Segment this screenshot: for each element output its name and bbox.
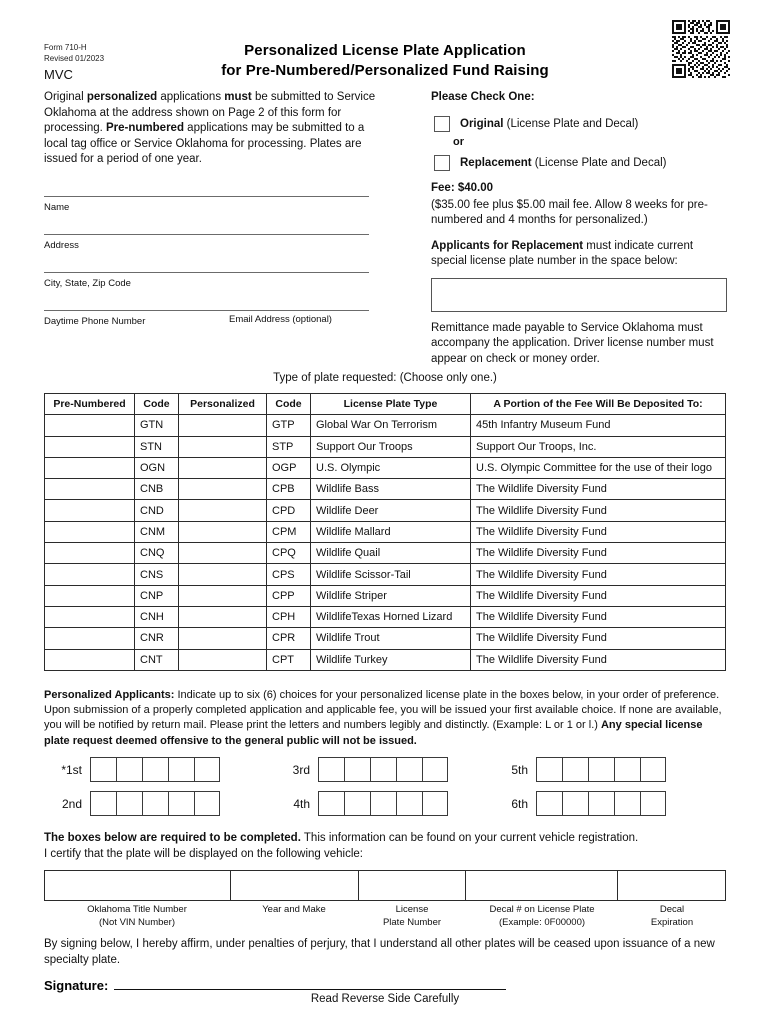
vehicle-decal-number-label-1: Decal # on License Plate — [489, 904, 595, 915]
cell-code-2: CPH — [267, 606, 311, 627]
replacement-instruction: Applicants for Replacement must indicate current special license plate number in the space below: — [431, 239, 694, 267]
or-separator: or — [453, 136, 464, 148]
cell-code-2: CPP — [267, 585, 311, 606]
choice-cell[interactable] — [168, 757, 194, 782]
choice-cell[interactable] — [536, 791, 562, 816]
col-pre-numbered: Pre-Numbered — [45, 394, 135, 415]
plate-table-body — [45, 415, 726, 671]
choice-cells-1st[interactable] — [90, 757, 220, 782]
choice-cells-6th[interactable] — [536, 791, 666, 816]
choice-cell[interactable] — [614, 791, 640, 816]
plate-type-table — [44, 393, 726, 671]
intro-paragraph: Original personalized applications must be submitted to Service Oklahoma at the address shown on Page 2 of this form for processing. Pre-numbered applications may be submitted to a local tag office or Service Oklahoma for processing. Plates are issued for a period of one year. — [44, 91, 376, 166]
fee-amount: Fee: $40.00 — [431, 182, 494, 194]
choice-cell[interactable] — [562, 757, 588, 782]
cell-code-2: CPT — [267, 649, 311, 670]
cell-pre-numbered[interactable] — [45, 457, 135, 478]
cell-code-2: CPB — [267, 479, 311, 500]
form-number: Form 710-H — [44, 43, 87, 52]
choice-cell[interactable] — [90, 757, 116, 782]
option-original-row[interactable] — [431, 116, 731, 133]
cell-code-1: CNS — [135, 564, 179, 585]
cell-fund: The Wildlife Diversity Fund — [471, 606, 726, 627]
choice-cell[interactable] — [562, 791, 588, 816]
vehicle-decal-expiration-label-1: Decal — [659, 904, 685, 915]
choice-cell[interactable] — [318, 757, 344, 782]
option-replacement-row[interactable] — [431, 155, 731, 172]
choice-cell[interactable] — [116, 757, 142, 782]
field-name-label: Name — [44, 202, 70, 213]
vehicle-decal-number-label — [466, 901, 618, 929]
choice-cell[interactable] — [344, 791, 370, 816]
cell-plate-type: Global War On Terrorism — [311, 415, 471, 436]
field-city-state-zip-label: City, State, Zip Code — [44, 278, 131, 289]
form-meta — [44, 42, 104, 84]
affirmation-text: By signing below, I hereby affirm, under penalties of perjury, that I understand all other plates will be ceased upon issuance of a new specialty plate. — [44, 938, 715, 966]
cell-code-1: CNQ — [135, 543, 179, 564]
cell-code-2: CPD — [267, 500, 311, 521]
col-personalized: Personalized — [179, 394, 267, 415]
cell-code-1: STN — [135, 436, 179, 457]
cell-code-2: CPS — [267, 564, 311, 585]
choice-cells-5th[interactable] — [536, 757, 666, 782]
form-revised-date: Revised 01/2023 — [44, 54, 105, 63]
choice-label-2nd: 2nd — [61, 796, 82, 811]
choice-label-1st: *1st — [61, 762, 82, 777]
cell-fund: The Wildlife Diversity Fund — [471, 521, 726, 542]
table-row — [45, 500, 726, 521]
field-name[interactable] — [44, 196, 369, 234]
cell-personalized[interactable] — [179, 436, 267, 457]
choice-label-6th: 6th — [511, 796, 528, 811]
checkbox-replacement[interactable] — [434, 155, 450, 171]
cell-personalized[interactable] — [179, 606, 267, 627]
option-original-label: Original (License Plate and Decal) — [460, 117, 639, 130]
cell-plate-type: Wildlife Scissor-Tail — [311, 564, 471, 585]
fee-detail: ($35.00 fee plus $5.00 mail fee. Allow 8 weeks for pre-numbered and 4 months for personalized.) — [431, 198, 708, 226]
cell-personalized[interactable] — [179, 649, 267, 670]
vehicle-year-make-label-1: Year and Make — [262, 904, 326, 915]
signature-row[interactable] — [44, 976, 506, 993]
choice-cell[interactable] — [194, 791, 220, 816]
choice-label-4th: 4th — [293, 796, 310, 811]
col-license-plate-type: License Plate Type — [311, 394, 471, 415]
cell-code-2: CPR — [267, 628, 311, 649]
vehicle-plate-number-label-1: License — [395, 904, 429, 915]
choice-cells-2nd[interactable] — [90, 791, 220, 816]
cell-pre-numbered[interactable] — [45, 628, 135, 649]
table-row — [45, 479, 726, 500]
cell-code-1: CNH — [135, 606, 179, 627]
choice-boxes-section — [44, 757, 734, 825]
field-phone-email[interactable] — [44, 310, 369, 348]
field-name-rule[interactable] — [44, 196, 369, 197]
cell-code-2: CPQ — [267, 543, 311, 564]
field-city-state-zip[interactable] — [44, 272, 369, 310]
vehicle-title-number-input[interactable] — [45, 871, 231, 901]
cell-personalized[interactable] — [179, 564, 267, 585]
table-row — [45, 585, 726, 606]
cell-plate-type: WildlifeTexas Horned Lizard — [311, 606, 471, 627]
cell-plate-type: Wildlife Turkey — [311, 649, 471, 670]
table-row — [45, 628, 726, 649]
choice-cell[interactable] — [640, 791, 666, 816]
choice-cells-4th[interactable] — [318, 791, 448, 816]
field-phone-label: Daytime Phone Number — [44, 316, 146, 327]
cell-pre-numbered[interactable] — [45, 585, 135, 606]
cell-fund: The Wildlife Diversity Fund — [471, 585, 726, 606]
choice-group-4th[interactable] — [272, 791, 448, 816]
choice-cell[interactable] — [614, 757, 640, 782]
table-row — [45, 436, 726, 457]
choice-cell[interactable] — [318, 791, 344, 816]
field-address-label: Address — [44, 240, 79, 251]
choice-cell[interactable] — [370, 791, 396, 816]
cell-plate-type: Support Our Troops — [311, 436, 471, 457]
cell-fund: The Wildlife Diversity Fund — [471, 543, 726, 564]
table-row — [45, 649, 726, 670]
cell-plate-type: Wildlife Trout — [311, 628, 471, 649]
choice-cell[interactable] — [142, 791, 168, 816]
cell-code-2: GTP — [267, 415, 311, 436]
page-title — [150, 41, 620, 81]
field-phone-email-rule[interactable] — [44, 310, 369, 311]
field-address[interactable] — [44, 234, 369, 272]
cell-pre-numbered[interactable] — [45, 436, 135, 457]
choice-cell[interactable] — [588, 791, 614, 816]
footer-note: Read Reverse Side Carefully — [310, 993, 460, 1005]
remittance-note: Remittance made payable to Service Oklahoma must accompany the application. Driver license number must appear on check or money order. — [431, 321, 714, 365]
vehicle-decal-expiration-label — [618, 901, 726, 929]
cell-plate-type: Wildlife Quail — [311, 543, 471, 564]
vehicle-title-number-label — [44, 901, 230, 929]
choice-group-3rd[interactable] — [272, 757, 448, 782]
choice-group-1st[interactable] — [44, 757, 220, 782]
vehicle-year-make-input[interactable] — [230, 871, 358, 901]
applicant-fields — [44, 196, 369, 348]
cell-plate-type: Wildlife Bass — [311, 479, 471, 500]
cell-personalized[interactable] — [179, 500, 267, 521]
vehicle-required-note — [44, 830, 728, 862]
choice-cell[interactable] — [396, 791, 422, 816]
choice-cell[interactable] — [422, 791, 448, 816]
cell-fund: Support Our Troops, Inc. — [471, 436, 726, 457]
vehicle-decal-expiration-label-2: Expiration — [650, 916, 694, 928]
title-line-2: for Pre-Numbered/Personalized Fund Raising — [221, 62, 549, 79]
vehicle-year-make-label — [230, 901, 358, 929]
table-row — [45, 521, 726, 542]
choice-cell[interactable] — [194, 757, 220, 782]
cell-pre-numbered[interactable] — [45, 543, 135, 564]
cell-code-1: CNB — [135, 479, 179, 500]
option-replacement-label: Replacement (License Plate and Decal) — [460, 156, 667, 169]
choice-group-6th[interactable] — [490, 791, 666, 816]
choice-cell[interactable] — [640, 757, 666, 782]
cell-personalized[interactable] — [179, 521, 267, 542]
vehicle-info-table — [44, 870, 726, 901]
title-line-1: Personalized License Plate Application — [244, 42, 526, 59]
choice-cells-3rd[interactable] — [318, 757, 448, 782]
signature-input[interactable] — [114, 976, 506, 990]
checkbox-original[interactable] — [434, 116, 450, 132]
choice-cell[interactable] — [168, 791, 194, 816]
cell-pre-numbered[interactable] — [45, 564, 135, 585]
choice-cell[interactable] — [142, 757, 168, 782]
choice-cell[interactable] — [370, 757, 396, 782]
choice-cell[interactable] — [536, 757, 562, 782]
cell-fund: The Wildlife Diversity Fund — [471, 649, 726, 670]
choice-cell[interactable] — [422, 757, 448, 782]
vehicle-field-labels — [44, 901, 726, 929]
cell-pre-numbered[interactable] — [45, 479, 135, 500]
cell-plate-type: Wildlife Striper — [311, 585, 471, 606]
cell-pre-numbered[interactable] — [45, 500, 135, 521]
table-header-row — [45, 394, 726, 415]
cell-fund: The Wildlife Diversity Fund — [471, 479, 726, 500]
personalized-applicants-note: Personalized Applicants: Indicate up to six (6) choices for your personalized license plate in the boxes below, in your order of preference. Upon submission of a properly completed application and applicable fee, you will be issued your first available choice. If none are available, you will be notified by return mail. Please print the letters and numbers legibly and distinctly. (Example: L or 1 or l.) Any special license plate request deemed offensive to the general public will not be issued. — [44, 689, 722, 747]
col-fee-deposit: A Portion of the Fee Will Be Deposited To: — [471, 394, 726, 415]
cell-code-1: CNR — [135, 628, 179, 649]
cell-code-2: OGP — [267, 457, 311, 478]
cell-plate-type: U.S. Olympic — [311, 457, 471, 478]
cell-pre-numbered[interactable] — [45, 606, 135, 627]
choice-cell[interactable] — [116, 791, 142, 816]
vehicle-plate-number-label — [358, 901, 466, 929]
vehicle-note-line-2: I certify that the plate will be displayed on the following vehicle: — [44, 848, 363, 860]
table-row — [45, 415, 726, 436]
choice-cell[interactable] — [396, 757, 422, 782]
cell-code-1: CNP — [135, 585, 179, 606]
choice-group-5th[interactable] — [490, 757, 666, 782]
field-address-rule[interactable] — [44, 234, 369, 235]
choice-group-2nd[interactable] — [44, 791, 220, 816]
check-one-title: Please Check One: — [431, 91, 535, 103]
cell-fund: The Wildlife Diversity Fund — [471, 500, 726, 521]
cell-personalized[interactable] — [179, 415, 267, 436]
col-code-2: Code — [267, 394, 311, 415]
qr-code-icon — [672, 20, 730, 78]
signature-label: Signature: — [44, 978, 109, 993]
vehicle-title-number-label-2: (Not VIN Number) — [98, 916, 175, 928]
check-one-section — [431, 90, 731, 367]
cell-code-1: OGN — [135, 457, 179, 478]
table-row — [45, 564, 726, 585]
choice-label-3rd: 3rd — [292, 762, 310, 777]
vehicle-title-number-label-1: Oklahoma Title Number — [87, 904, 187, 915]
col-code-1: Code — [135, 394, 179, 415]
table-row — [45, 606, 726, 627]
table-row — [45, 457, 726, 478]
choice-cell[interactable] — [344, 757, 370, 782]
vehicle-plate-number-input[interactable] — [358, 871, 466, 901]
cell-personalized[interactable] — [179, 457, 267, 478]
vehicle-input-row — [45, 871, 726, 901]
table-row — [45, 543, 726, 564]
cell-personalized[interactable] — [179, 585, 267, 606]
choice-label-5th: 5th — [511, 762, 528, 777]
cell-fund: U.S. Olympic Committee for the use of their logo — [471, 457, 726, 478]
choice-cell[interactable] — [588, 757, 614, 782]
vehicle-decal-number-input[interactable] — [466, 871, 618, 901]
cell-code-1: GTN — [135, 415, 179, 436]
cell-personalized[interactable] — [179, 479, 267, 500]
cell-fund: 45th Infantry Museum Fund — [471, 415, 726, 436]
cell-code-1: CND — [135, 500, 179, 521]
cell-pre-numbered[interactable] — [45, 649, 135, 670]
cell-pre-numbered[interactable] — [45, 415, 135, 436]
cell-personalized[interactable] — [179, 628, 267, 649]
cell-code-2: CPM — [267, 521, 311, 542]
cell-pre-numbered[interactable] — [45, 521, 135, 542]
cell-fund: The Wildlife Diversity Fund — [471, 564, 726, 585]
cell-plate-type: Wildlife Mallard — [311, 521, 471, 542]
cell-personalized[interactable] — [179, 543, 267, 564]
vehicle-note-line-1: The boxes below are required to be completed. This information can be found on your current vehicle registration. — [44, 832, 639, 844]
field-email-label: Email Address (optional) — [229, 314, 332, 325]
cell-code-1: CNT — [135, 649, 179, 670]
cell-code-1: CNM — [135, 521, 179, 542]
cell-plate-type: Wildlife Deer — [311, 500, 471, 521]
vehicle-decal-expiration-input[interactable] — [618, 871, 726, 901]
choice-cell[interactable] — [90, 791, 116, 816]
agency-code: MVC — [44, 67, 73, 82]
current-plate-number-input[interactable] — [431, 278, 727, 312]
cell-fund: The Wildlife Diversity Fund — [471, 628, 726, 649]
vehicle-plate-number-label-2: Plate Number — [382, 916, 442, 928]
cell-code-2: STP — [267, 436, 311, 457]
plate-table-caption: Type of plate requested: (Choose only one.) — [273, 372, 497, 384]
field-city-state-zip-rule[interactable] — [44, 272, 369, 273]
vehicle-decal-number-label-2: (Example: 0F00000) — [498, 916, 586, 928]
